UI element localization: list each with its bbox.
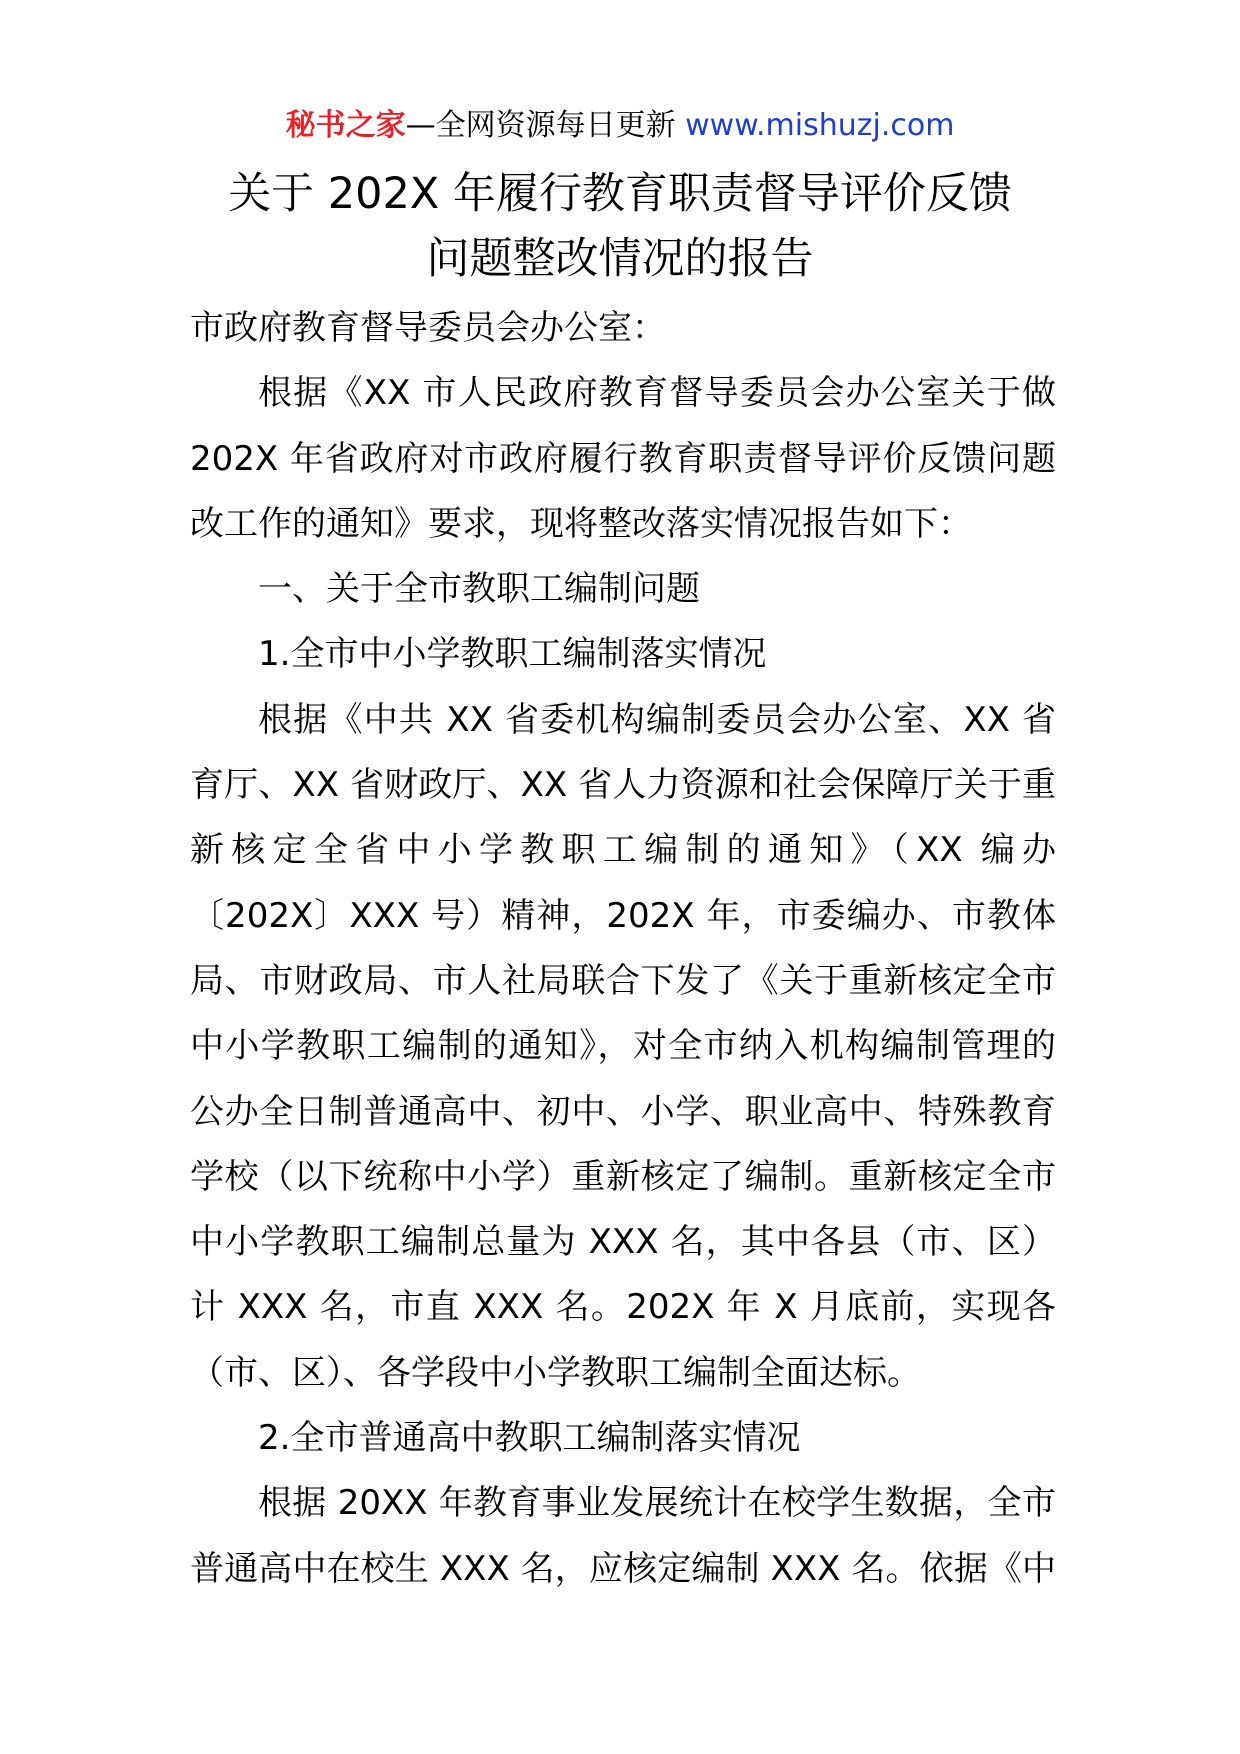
paragraph-line: 根据 20XX 年教育事业发展统计在校学生数据，全市 — [258, 1483, 1056, 1524]
paragraph-line: 局、市财政局、市人社局联合下发了《关于重新核定全市 — [190, 960, 1056, 1001]
document-title-line-2: 问题整改情况的报告 — [426, 234, 814, 284]
brand-name: 秘书之家 — [285, 108, 406, 143]
subsection-heading: 1.全市中小学教职工编制落实情况 — [258, 634, 767, 675]
paragraph-line: 根据《中共 XX 省委机构编制委员会办公室、XX 省 — [258, 699, 1056, 740]
document-body — [190, 296, 1056, 1602]
paragraph-line: 普通高中在校生 XXX 名，应核定编制 XXX 名。依据《中 — [190, 1548, 1056, 1589]
paragraph-line: 改工作的通知》要求，现将整改落实情况报告如下： — [190, 503, 972, 544]
section-heading: 一、关于全市教职工编制问题 — [258, 569, 700, 610]
paragraph-line: 202X 年省政府对市政府履行教育职责督导评价反馈问题 — [190, 438, 1056, 479]
paragraph-line: 计 XXX 名，市直 XXX 名。202X 年 X 月底前，实现各 — [190, 1287, 1056, 1328]
paragraph-line: 根据《XX 市人民政府教育督导委员会办公室关于做 — [258, 373, 1056, 414]
salutation: 市政府教育督导委员会办公室： — [190, 308, 666, 348]
paragraph-line: 新核定全省中小学教职工编制的通知》（XX 编办 — [190, 830, 1056, 871]
paragraph-line: 育厅、XX 省财政厅、XX 省人力资源和社会保障厅关于重 — [190, 765, 1056, 806]
paragraph-line: 〔202X〕XXX 号）精神，202X 年，市委编办、市教体 — [190, 895, 1056, 936]
site-url-link[interactable]: www.mishuzj.com — [685, 108, 955, 143]
paragraph-line: 学校（以下统称中小学）重新核定了编制。重新核定全市 — [190, 1156, 1056, 1197]
paragraph-line: 公办全日制普通高中、初中、小学、职业高中、特殊教育 — [190, 1091, 1056, 1132]
paragraph-line: （市、区）、各学段中小学教职工编制全面达标。 — [190, 1352, 921, 1393]
document-title-line-1: 关于 202X 年履行教育职责督导评价反馈 — [228, 169, 1012, 219]
header-tagline: —全网资源每日更新 — [405, 108, 686, 143]
paragraph-line: 中小学教职工编制总量为 XXX 名，其中各县（市、区） — [190, 1222, 1056, 1263]
site-header — [0, 104, 1240, 148]
paragraph-line: 中小学教职工编制的通知》，对全市纳入机构编制管理的 — [190, 1026, 1056, 1067]
subsection-heading: 2.全市普通高中教职工编制落实情况 — [258, 1418, 801, 1459]
